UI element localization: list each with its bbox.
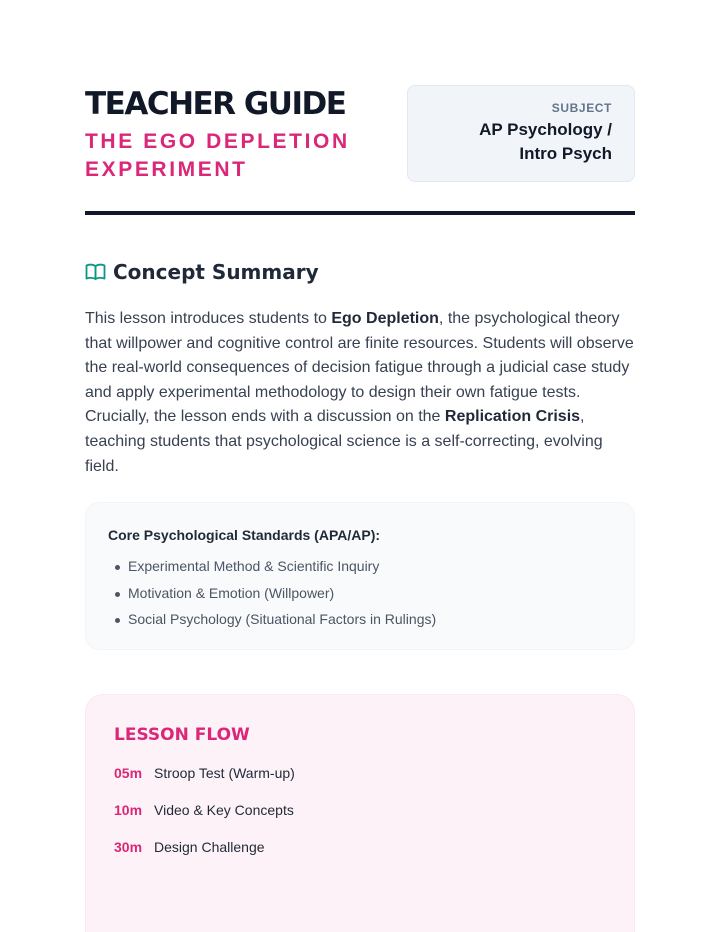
- subject-value: [408, 118, 612, 166]
- standards-item: Experimental Method & Scientific Inquiry: [108, 553, 612, 580]
- step-label: Stroop Test (Warm-up): [154, 764, 295, 781]
- lesson-flow-title: LESSON FLOW: [114, 725, 250, 745]
- concept-summary-text: [85, 307, 635, 479]
- term-replication-crisis: Replication Crisis: [444, 408, 581, 426]
- standards-title: Core Psychological Standards (APA/AP):: [108, 527, 381, 543]
- lesson-flow-step: [114, 761, 606, 784]
- page-title: TEACHER GUIDE: [85, 86, 346, 122]
- page-subtitle: THE EGO DEPLETION EXPERIMENT: [85, 130, 350, 181]
- term-ego-depletion: Ego Depletion: [331, 310, 439, 327]
- step-duration: 10m: [114, 801, 143, 818]
- standards-card: [85, 502, 635, 650]
- subject-value-line-1: AP Psychology /: [479, 120, 612, 139]
- concept-summary-heading: [85, 257, 319, 287]
- step-label: Design Challenge: [154, 838, 265, 855]
- summary-text-1: This lesson introduces students to: [85, 310, 332, 327]
- guide-header: [85, 84, 635, 184]
- standards-item: Motivation & Emotion (Willpower): [108, 580, 612, 607]
- book-open-icon: [85, 263, 106, 281]
- lesson-flow-step: [114, 798, 606, 821]
- summary-text-3: , teaching students that psychological science is a self-correcting, evolving field.: [85, 408, 603, 475]
- lesson-flow-step: [114, 835, 606, 858]
- header-divider: [85, 211, 635, 215]
- step-label: Video & Key Concepts: [154, 801, 294, 818]
- section-title: Concept Summary: [113, 260, 319, 284]
- subject-card: [407, 85, 635, 182]
- summary-text-2: , the psychological theory that willpower and cognitive control are finite resources. Students will observe the real-world consequences of decision fatigue through a judicial case study and apply experimental methodology to design their own fatigue tests. Crucially, the lesson ends with a discussion on the: [85, 310, 634, 426]
- step-duration: 05m: [114, 764, 143, 781]
- lesson-flow-card: [85, 694, 635, 932]
- step-duration: 30m: [114, 838, 143, 855]
- subject-value-line-2: Intro Psych: [519, 144, 612, 163]
- standards-list: [108, 553, 612, 633]
- standards-item: Social Psychology (Situational Factors in Rulings): [108, 606, 612, 633]
- subject-label: SUBJECT: [551, 101, 612, 115]
